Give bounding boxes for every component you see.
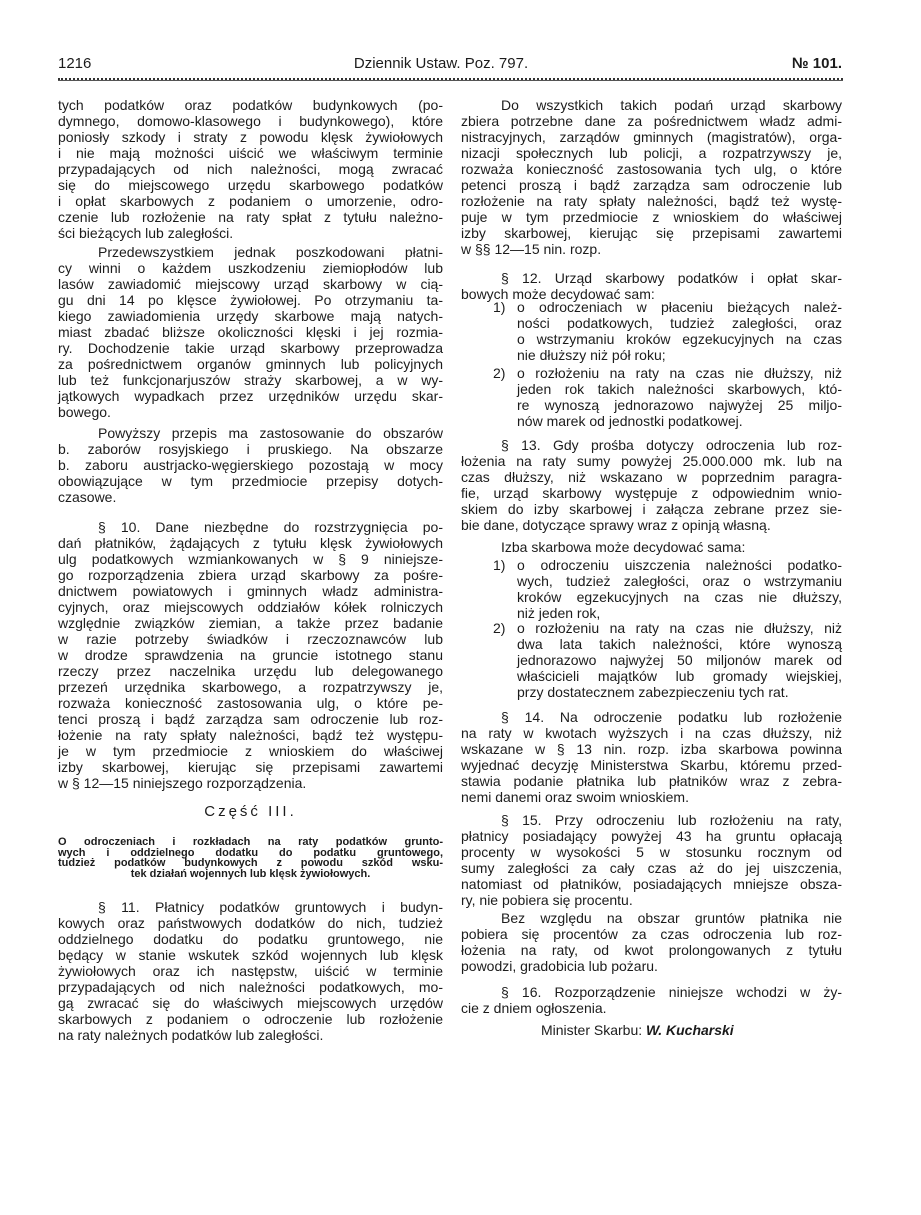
text-line: jątkowych wypadkach przez urzędników urzędu skar- <box>58 388 443 404</box>
text-line: wych, tudzież zaległości, oraz o wstrzymaniu <box>517 573 842 589</box>
text-line: ści bieżących lub zaległości. <box>58 225 234 241</box>
text-line: re wynoszą jednorazowo najwyżej 25 miljo- <box>517 397 842 413</box>
text-line: fie, urząd skarbowy występuje z odpowiednim wnio- <box>461 485 842 501</box>
text-line: tenci proszą i bądź zarządza sam odroczenie lub roz- <box>58 711 443 727</box>
text-line: skiem do izby skarbowej i załącza zebrane przez sie- <box>461 501 842 517</box>
text-line: łożenia na raty, od kwot prolongowanych z tytułu <box>461 942 842 958</box>
text-line: puje w tym przedmiocie z wnioskiem do właściwej <box>461 209 842 225</box>
paragraph <box>461 539 842 555</box>
text-line: izby skarbowej, kierując się przepisami zawartemi <box>58 759 443 775</box>
signatory-name: W. Kucharski <box>646 1022 734 1038</box>
list-number: 1) <box>493 557 506 573</box>
text-line: niż jeden rok, <box>517 605 601 621</box>
text-line: kroków egzekucyjnych na czas nie dłuższy, <box>517 589 842 605</box>
text-line: je w tym przedmiocie z wnioskiem do właściwej <box>58 743 443 759</box>
text-line: pobiera się procentów za czas odroczenia lub roz- <box>461 926 842 942</box>
text-line: o rozłożeniu na raty na czas nie dłuższy, niż <box>517 620 842 636</box>
text-line: czenie lub rozłożenie na raty spłat z tytułu należno- <box>58 209 443 225</box>
list-number: 1) <box>493 299 506 315</box>
text-line: § 14. Na odroczenie podatku lub rozłożenie <box>501 709 842 725</box>
text-line: żywiołowych oraz ich następstw, uiścić w terminie <box>58 963 443 979</box>
text-line: cyjnych, oraz miejscowych oddziałów kółek rolniczych <box>58 599 443 615</box>
text-line: § 10. Dane niezbędne do rozstrzygnięcia po- <box>98 519 443 535</box>
text-line: tych podatków oraz podatków budynkowych (po- <box>58 97 443 113</box>
text-line: dnictwem powiatowych i gminnych władz administra- <box>58 583 443 599</box>
text-line: łożenia na raty sumy powyżej 25.000.000 mk. lub na <box>461 453 842 469</box>
text-line: obowiązujące w tym przedmiocie przepisy dotych- <box>58 473 443 489</box>
text-line: nizacji społecznych lub policji, a rozpatrzywszy je, <box>461 145 842 161</box>
text-line: bowego. <box>58 404 111 420</box>
header-rule-line <box>58 80 843 81</box>
text-line: o odroczeniu uiszczenia należności podatko- <box>517 557 842 573</box>
paragraph <box>58 899 443 1043</box>
text-line: gą zwracać się do właściwych miejscowych urzędów <box>58 995 443 1011</box>
text-line: kiego zawiadomienia urzędy skarbowe mają natych- <box>58 308 443 324</box>
text-line: dwa lata takich należności, które wynoszą <box>517 636 842 652</box>
text-line: petenci proszą i bądź zarządza sam odroczenie lub <box>461 177 842 193</box>
text-line: bowych może decydować sam: <box>461 286 655 302</box>
list-item-text <box>517 557 842 621</box>
text-line: procenty w wysokości 5 w stosunku rocznym od <box>461 844 842 860</box>
text-line: rozważa konieczność zastosowania tych ulg, o które <box>461 161 842 177</box>
paragraph <box>461 910 842 974</box>
text-line: § 11. Płatnicy podatków gruntowych i budyn- <box>98 899 443 915</box>
text-line: rozważa konieczność zastosowania ulg, o które pe- <box>58 695 443 711</box>
text-line: § 15. Przy odroczeniu lub rozłożeniu na raty, <box>501 812 842 828</box>
text-line: bie dane, dotyczące sprawy wraz z opinją własną. <box>461 517 771 533</box>
text-line: i nie mają możności uiścić we właściwym terminie <box>58 145 443 161</box>
text-line: wskazane w § 13 nin. rozp. izba skarbowa powinna <box>461 741 842 757</box>
text-line: cy winni o każdem uszkodzeniu ziemiopłodów lub <box>58 260 443 276</box>
text-line: izby skarbowej, kierując się przepisami zawartemi <box>461 225 842 241</box>
paragraph <box>58 244 443 420</box>
text-line: § 12. Urząd skarbowy podatków i opłat skar- <box>501 270 842 286</box>
text-line: i opłat skarbowych z podaniem o umorzenie, odro- <box>58 193 443 209</box>
paragraph <box>461 709 842 805</box>
text-line: na raty w kwotach wyższych i na czas dłuższy, niż <box>461 725 842 741</box>
text-line: rozłożenie na raty spłaty należności, bądź też wystę- <box>461 193 842 209</box>
text-line: w § 12—15 niniejszego rozporządzenia. <box>58 775 307 791</box>
text-line: gu dni 14 po klęsce żywiołowej. Po otrzymaniu ta- <box>58 292 443 308</box>
text-line: oddzielnego dodatku do podatku gruntowego, nie <box>58 931 443 947</box>
list-number: 2) <box>493 620 506 636</box>
text-line: poniosły szkody i straty z powodu klęsk żywiołowych <box>58 129 443 145</box>
text-line: tudzież podatków budynkowych z powodu szkód wsku- <box>58 857 443 869</box>
text-line: nemi danemi oraz swoim wnioskiem. <box>461 789 689 805</box>
text-line: ry, nie pobiera się procentu. <box>461 892 633 908</box>
text-line: b. zaborów rosyjskiego i pruskiego. Na obszarze <box>58 441 443 457</box>
text-line: jeden rok takich należności skarbowych, któ- <box>517 381 842 397</box>
text-line: dymnego, domowo-klasowego i budynkowego), które <box>58 113 443 129</box>
text-line: się do miejscowego urzędu skarbowego podatków <box>58 177 443 193</box>
text-line: dań płatników, żądających z tytułu klęsk żywiołowych <box>58 535 443 551</box>
text-line: płatnicy posiadający powyżej 43 ha gruntu opłacają <box>461 828 842 844</box>
text-line: względnie związków ziemian, a także przez badanie <box>58 615 443 631</box>
text-line: O odroczeniach i rozkładach na raty podatków grunto- <box>58 836 443 848</box>
signature-line <box>501 1022 842 1038</box>
text-line: lub też funkcjonarjuszów straży skarbowej, a w wy- <box>58 372 443 388</box>
text-line: cie z dniem ogłoszenia. <box>461 1000 607 1016</box>
text-line: przezeń urzędnika skarbowego, a rozpatrzywszy je, <box>58 679 443 695</box>
text-line: ulg podatkowych wzmiankowanych w § 9 niniejsze- <box>58 551 443 567</box>
paragraph <box>58 425 443 505</box>
text-line: powodzi, gradobicia lub pożaru. <box>461 958 658 974</box>
text-line: ry. Dochodzenie takie urząd skarbowy przeprowadza <box>58 340 443 356</box>
text-line: miast zbadać bliższe okoliczności klęski i jej rozmia- <box>58 324 443 340</box>
text-line: na raty należnych podatków lub zaległości. <box>58 1027 324 1043</box>
signature-label: Minister Skarbu: <box>541 1022 643 1038</box>
text-line: jednorazowo najwyżej 50 miljonów marek od <box>517 652 842 668</box>
text-line: w drodze sprawdzenia na gruncie istotnego stanu <box>58 647 443 663</box>
paragraph <box>58 519 443 791</box>
text-line: nów marek od jednostki podatkowej. <box>517 413 743 429</box>
text-line: czas dłuższy, niż wskazano w poprzednim paragra- <box>461 469 842 485</box>
text-line: nie dłuższy niż pół roku; <box>517 347 666 363</box>
text-line: § 16. Rozporządzenie niniejsze wchodzi w ży- <box>501 984 842 1000</box>
text-line: wyjednać decyzję Ministerstwa Skarbu, któremu przed- <box>461 757 842 773</box>
text-line: przypadających od nich należności podatkowych, mo- <box>58 979 443 995</box>
text-line: § 13. Gdy prośba dotyczy odroczenia lub roz- <box>501 437 842 453</box>
page-number: 1216 <box>58 55 92 72</box>
text-line: będący w stanie wskutek szkód wojennych lub klęsk <box>58 947 443 963</box>
journal-title: Dziennik Ustaw. Poz. 797. <box>353 55 529 72</box>
text-line: ności podatkowych, tudzież zaległości, oraz <box>517 315 842 331</box>
text-line: tek działań wojennych lub klęsk żywiołowych. <box>130 867 371 880</box>
text-line: w razie potrzeby świadków i rzeczoznawców lub <box>58 631 443 647</box>
list-number: 2) <box>493 365 506 381</box>
signature <box>461 1022 842 1038</box>
text-line: w §§ 12—15 nin. rozp. <box>461 241 602 257</box>
text-line: czasowe. <box>58 489 117 505</box>
text-line: Izba skarbowa może decydować sama: <box>501 539 746 555</box>
text-line: sumy zaległości za cały czas aż do jej uiszczenia, <box>461 860 842 876</box>
text-line: właścicieli majątków lub gromady wiejskiej, <box>517 668 842 684</box>
text-line: o odroczeniach w płaceniu bieżących należ- <box>517 299 842 315</box>
list-item-text <box>517 299 842 363</box>
text-line: wych i oddzielnego dodatku do podatku gruntowego, <box>58 846 443 859</box>
text-line: łożenie na raty spłaty należności, bądź też występu- <box>58 727 443 743</box>
text-line: b. zaboru austrjacko-węgierskiego pozostają w mocy <box>58 457 443 473</box>
paragraph <box>58 97 443 241</box>
text-line: rzeczy przez naczelnika urzędu lub delegowanego <box>58 663 443 679</box>
text-line: stawia podanie płatnika lub płatników wraz z zebra- <box>461 773 842 789</box>
paragraph <box>461 437 842 533</box>
list-item-text <box>517 620 842 700</box>
text-line: za pośrednictwem organów gminnych lub policyjnych <box>58 356 443 372</box>
issue-number: № 101. <box>791 55 842 72</box>
text-line: natomiast od płatników, posiadających mniejsze obsza- <box>461 876 842 892</box>
text-line: Bez względu na obszar gruntów płatnika nie <box>501 910 842 926</box>
paragraph <box>461 97 842 257</box>
section-subheading <box>58 837 443 879</box>
text-line: Przedewszystkiem jednak poszkodowani płatni- <box>98 244 443 260</box>
text-line: kowych oraz państwowych dodatków do nich, tudzież <box>58 915 443 931</box>
text-line: Do wszystkich takich podań urząd skarbowy <box>501 97 842 113</box>
text-line: o rozłożeniu na raty na czas nie dłuższy, niż <box>517 365 842 381</box>
text-line: zbiera potrzebne dane za pośrednictwem władz admi- <box>461 113 842 129</box>
text-line: przy dostatecznem zabezpieczeniu tych rat. <box>517 684 789 700</box>
text-line: o wstrzymaniu kroków egzekucyjnych na czas <box>517 331 842 347</box>
text-line: skarbowych z podaniem o odroczenie lub rozłożenie <box>58 1011 443 1027</box>
text-line: Część III. <box>204 803 297 820</box>
text-line: nistracyjnych, zarządów gminnych (magistratów), orga- <box>461 129 842 145</box>
text-line: przypadających od nich należności, mogą zwracać <box>58 161 443 177</box>
section-heading <box>58 804 443 820</box>
text-line: go rozporządzenia zbiera urząd skarbowy za pośre- <box>58 567 443 583</box>
paragraph <box>461 270 842 302</box>
list-item-text <box>517 365 842 429</box>
text-line: Powyższy przepis ma zastosowanie do obszarów <box>98 425 443 441</box>
paragraph <box>461 812 842 908</box>
paragraph <box>461 984 842 1016</box>
text-line: lasów zawiadomić miejscowy urząd skarbowy w cią- <box>58 276 443 292</box>
